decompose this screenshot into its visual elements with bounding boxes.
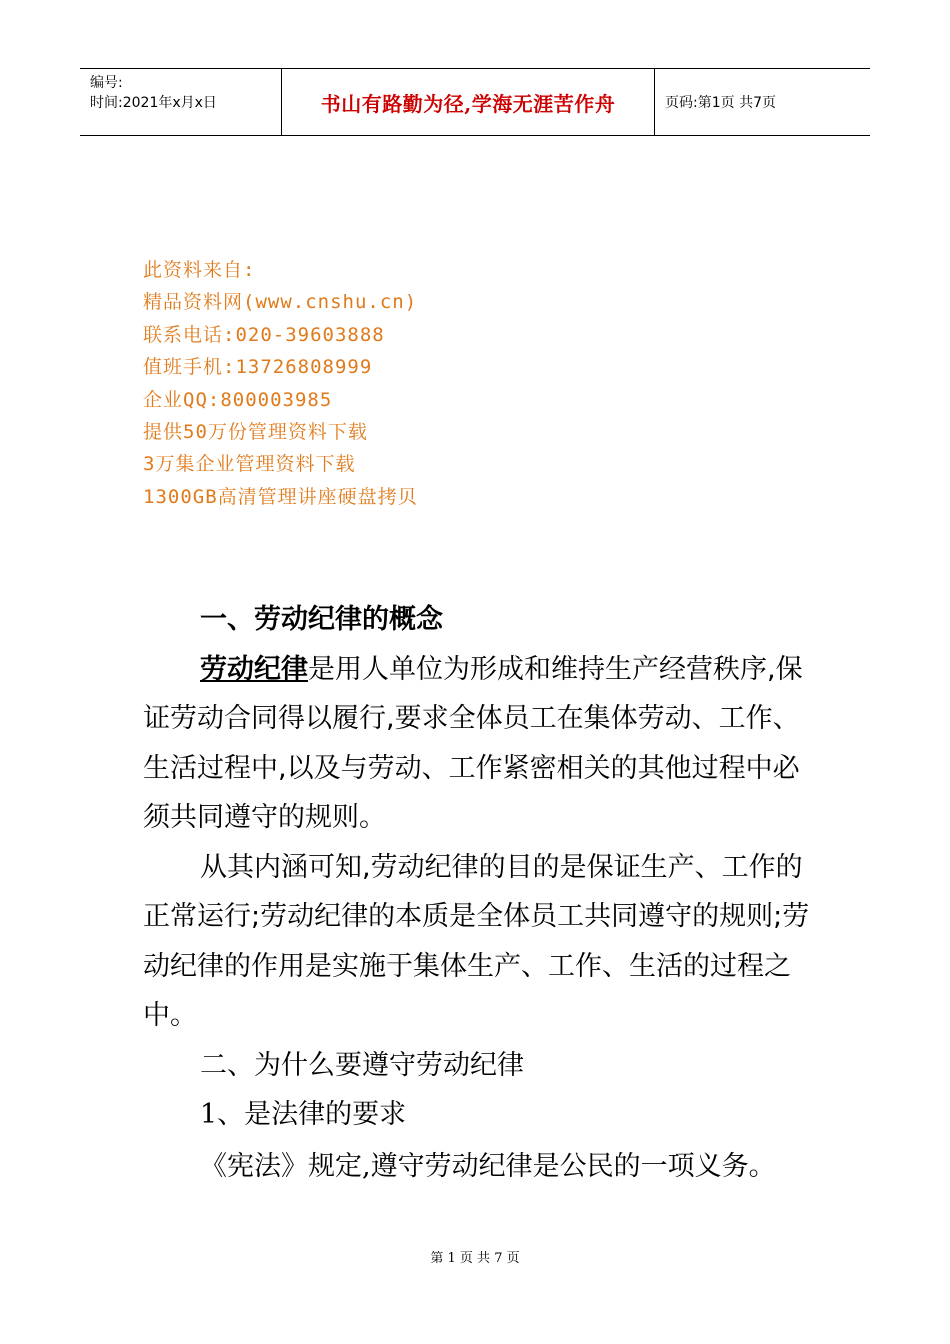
source-line: 精品资料网(www.cnshu.cn)	[143, 291, 418, 314]
source-line: 联系电话:020-39603888	[143, 323, 385, 346]
document-body	[143, 595, 823, 1191]
defined-term: 劳动纪律	[200, 653, 308, 685]
source-line: 3万集企业管理资料下载	[143, 453, 356, 476]
explanation-paragraph: 从其内涵可知,劳动纪律的目的是保证生产、工作的正常运行;劳动纪律的本质是全体员工共同遵守的规则;劳动纪律的作用是实施于集体生产、工作、生活的过程之中。	[143, 851, 810, 1031]
source-line: 值班手机:13726808999	[143, 356, 373, 379]
header-motto-cell	[282, 69, 655, 135]
definition-text: 是用人单位为形成和维持生产经营秩序,保证劳动合同得以履行,要求全体员工在集体劳动、工作、生活过程中,以及与劳动、工作紧密相关的其他过程中必须共同遵守的规则。	[143, 653, 803, 833]
header-motto: 书山有路勤为径,学海无涯苦作舟	[320, 91, 616, 116]
source-info-block	[143, 254, 418, 513]
document-date: 时间:2021年x月x日	[90, 95, 217, 111]
section-heading-2: 二、为什么要遵守劳动纪律	[200, 1049, 524, 1081]
source-line: 1300GB高清管理讲座硬盘拷贝	[143, 485, 418, 508]
header-page-cell	[655, 69, 870, 135]
subheading-1: 1、是法律的要求	[200, 1099, 407, 1130]
document-number-label: 编号:	[90, 75, 123, 91]
constitution-paragraph: 《宪法》规定,遵守劳动纪律是公民的一项义务。	[200, 1150, 776, 1182]
source-line: 此资料来自:	[143, 259, 256, 281]
definition-paragraph	[143, 645, 823, 843]
section-heading-1: 一、劳动纪律的概念	[200, 604, 443, 635]
document-header	[80, 68, 870, 136]
source-line: 提供50万份管理资料下载	[143, 421, 368, 444]
source-line: 企业QQ:800003985	[143, 388, 333, 411]
header-page-info: 页码:第1页 共7页	[665, 95, 776, 111]
header-meta-cell	[80, 69, 282, 135]
page-footer: 第 1 页 共 7 页	[430, 1251, 520, 1266]
